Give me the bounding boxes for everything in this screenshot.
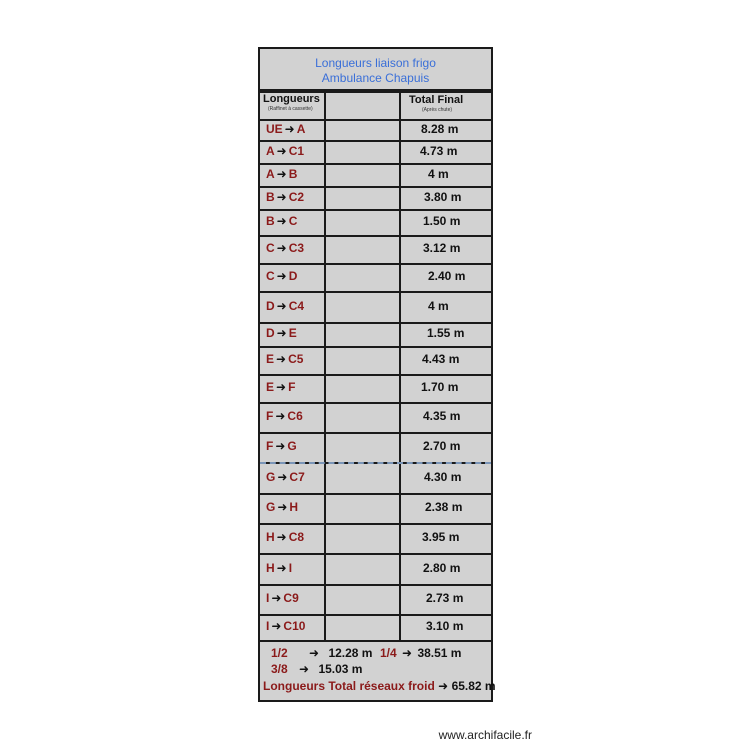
row-label (266, 619, 305, 633)
row-to: C10 (283, 619, 306, 633)
row-to: H (289, 500, 299, 514)
summary-three-eighths-value: 15.03 m (318, 662, 363, 676)
row-total-value: 1.55 m (427, 326, 465, 340)
row-to: B (288, 167, 298, 181)
row-from: H (266, 561, 275, 575)
arrow-icon: ➜ (402, 646, 413, 660)
summary-half-label: 1/2 (271, 646, 288, 660)
arrow-icon: ➜ (276, 561, 287, 575)
arrow-icon: ➜ (299, 662, 310, 676)
row-from: UE (266, 122, 283, 136)
column-divider-1 (324, 91, 326, 642)
summary-three-eighths-label: 3/8 (271, 662, 288, 676)
arrow-icon: ➜ (275, 439, 286, 453)
row-to: D (288, 269, 298, 283)
row-border (260, 163, 491, 165)
row-to: C5 (288, 352, 304, 366)
header-lengths-sub: (Raffinet à cassette) (268, 106, 313, 112)
row-label (266, 380, 295, 394)
row-total-value: 3.80 m (424, 190, 462, 204)
row-from: B (266, 214, 275, 228)
row-label (266, 561, 292, 575)
arrow-icon: ➜ (271, 591, 282, 605)
row-border (260, 235, 491, 237)
row-total-value: 4.43 m (422, 352, 460, 366)
row-to: A (296, 122, 306, 136)
row-label (266, 144, 304, 158)
row-from: G (266, 500, 276, 514)
arrow-icon: ➜ (276, 269, 287, 283)
row-border (260, 374, 491, 376)
row-total-value: 2.80 m (423, 561, 461, 575)
row-total-value: 4.73 m (420, 144, 458, 158)
row-border (260, 291, 491, 293)
row-to: I (288, 561, 293, 575)
row-to: C1 (288, 144, 305, 158)
row-label (266, 470, 305, 484)
row-label (266, 439, 297, 453)
row-label (266, 299, 304, 313)
dashed-separator (260, 462, 491, 464)
row-from: D (266, 299, 275, 313)
row-label (266, 269, 297, 283)
arrow-icon: ➜ (438, 679, 449, 693)
header-total-final-sub: (Après chute) (422, 107, 453, 113)
row-total-value: 2.70 m (423, 439, 461, 453)
row-label (266, 326, 297, 340)
row-from: F (266, 409, 274, 423)
arrow-icon: ➜ (276, 380, 287, 394)
arrow-icon: ➜ (309, 646, 320, 660)
summary-total-value: 65.82 m (451, 679, 496, 693)
row-to: F (288, 380, 296, 394)
row-total-value: 4 m (428, 299, 449, 313)
row-total-value: 2.38 m (425, 500, 463, 514)
row-border (260, 614, 491, 616)
summary-total (263, 679, 496, 693)
row-label (266, 241, 304, 255)
row-from: A (266, 167, 275, 181)
sheet-title-line2: Ambulance Chapuis (321, 71, 430, 85)
summary-total-label: Longueurs Total réseaux froid (263, 679, 435, 693)
row-border (260, 263, 491, 265)
row-total-value: 4.30 m (424, 470, 462, 484)
row-total-value: 1.50 m (423, 214, 461, 228)
arrow-icon: ➜ (277, 470, 288, 484)
row-total-value: 8.28 m (421, 122, 459, 136)
row-label (266, 122, 305, 136)
summary-half (271, 646, 372, 660)
row-total-value: 4 m (428, 167, 449, 181)
arrow-icon: ➜ (276, 299, 287, 313)
row-border (260, 119, 491, 121)
row-label (266, 190, 304, 204)
row-from: E (266, 352, 275, 366)
arrow-icon: ➜ (284, 122, 295, 136)
row-label (266, 352, 303, 366)
row-from: H (266, 530, 275, 544)
row-border (260, 186, 491, 188)
arrow-icon: ➜ (275, 409, 286, 423)
arrow-icon: ➜ (276, 214, 287, 228)
row-border (260, 346, 491, 348)
row-border (260, 402, 491, 404)
summary-quarter (380, 646, 461, 660)
row-to: C6 (287, 409, 303, 423)
row-total-value: 3.12 m (423, 241, 461, 255)
arrow-icon: ➜ (276, 167, 287, 181)
row-to: C4 (288, 299, 305, 313)
row-from: B (266, 190, 275, 204)
row-border (260, 553, 491, 555)
row-label (266, 500, 298, 514)
row-from: A (266, 144, 275, 158)
row-to: C2 (288, 190, 305, 204)
row-total-value: 1.70 m (421, 380, 459, 394)
row-to: C9 (283, 591, 299, 605)
row-to: C3 (288, 241, 305, 255)
row-to: C (288, 214, 298, 228)
row-from: C (266, 241, 275, 255)
row-label (266, 530, 304, 544)
summary-quarter-label: 1/4 (380, 646, 397, 660)
row-to: C7 (289, 470, 305, 484)
row-from: C (266, 269, 275, 283)
row-border (260, 91, 491, 93)
row-total-value: 3.10 m (426, 619, 464, 633)
row-from: G (266, 470, 276, 484)
column-divider-2 (399, 91, 401, 642)
summary-three-eighths (271, 662, 362, 676)
row-from: I (266, 619, 270, 633)
row-from: I (266, 591, 270, 605)
arrow-icon: ➜ (276, 190, 287, 204)
row-border (260, 322, 491, 324)
row-to: E (288, 326, 297, 340)
cable-length-sheet (258, 47, 496, 702)
row-from: F (266, 439, 274, 453)
summary-quarter-value: 38.51 m (417, 646, 462, 660)
arrow-icon: ➜ (276, 144, 287, 158)
row-border (260, 140, 491, 142)
row-total-value: 2.40 m (428, 269, 466, 283)
row-label (266, 214, 297, 228)
row-border (260, 493, 491, 495)
row-label (266, 167, 297, 181)
row-border (260, 432, 491, 434)
row-to: C8 (288, 530, 305, 544)
row-label (266, 409, 303, 423)
summary-top-border (260, 640, 491, 642)
sheet-title-line1: Longueurs liaison frigo (315, 56, 436, 70)
header-total-final: Total Final (409, 94, 464, 106)
arrow-icon: ➜ (276, 352, 287, 366)
row-border (260, 523, 491, 525)
row-to: G (287, 439, 297, 453)
header-lengths: Longueurs (263, 93, 320, 105)
row-label (266, 591, 299, 605)
arrow-icon: ➜ (276, 326, 287, 340)
row-total-value: 2.73 m (426, 591, 464, 605)
watermark-link[interactable]: www.archifacile.fr (438, 728, 532, 742)
row-total-value: 3.95 m (422, 530, 460, 544)
row-border (260, 584, 491, 586)
row-from: E (266, 380, 275, 394)
arrow-icon: ➜ (276, 241, 287, 255)
arrow-icon: ➜ (276, 530, 287, 544)
summary-half-value: 12.28 m (328, 646, 373, 660)
sheet-title (260, 49, 491, 91)
arrow-icon: ➜ (271, 619, 282, 633)
arrow-icon: ➜ (277, 500, 288, 514)
row-total-value: 4.35 m (423, 409, 461, 423)
row-border (260, 209, 491, 211)
row-from: D (266, 326, 275, 340)
